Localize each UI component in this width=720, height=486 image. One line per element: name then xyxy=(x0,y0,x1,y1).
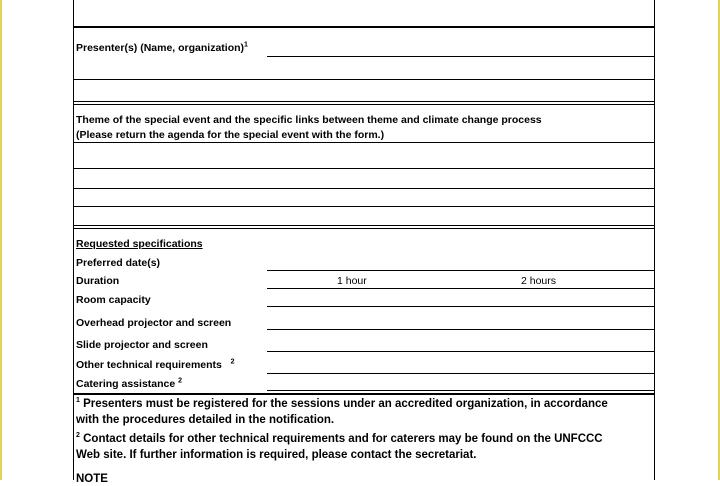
theme-row-line[interactable] xyxy=(73,142,655,143)
slide-projector-field[interactable] xyxy=(267,351,655,352)
overhead-projector-label: Overhead projector and screen xyxy=(76,317,232,329)
theme-row-line[interactable] xyxy=(73,168,655,169)
duration-option-1-hour[interactable]: 1 hour xyxy=(337,275,367,287)
divider xyxy=(73,393,655,395)
room-capacity-field[interactable] xyxy=(267,306,655,307)
theme-label: Theme of the special event and the specific links between theme and climate change process xyxy=(76,114,542,126)
preferred-dates-label: Preferred date(s) xyxy=(76,257,161,269)
duration-field[interactable] xyxy=(267,288,655,289)
left-edge-accent xyxy=(0,0,2,480)
specs-heading: Requested specifications xyxy=(76,238,203,250)
divider xyxy=(73,225,655,229)
catering-field[interactable] xyxy=(267,390,655,391)
overhead-projector-field[interactable] xyxy=(267,329,655,330)
slide-projector-label: Slide projector and screen xyxy=(76,339,208,351)
preferred-dates-field[interactable] xyxy=(267,270,655,271)
room-capacity-label: Room capacity xyxy=(76,294,151,306)
divider xyxy=(73,101,655,105)
theme-row-line[interactable] xyxy=(73,206,655,207)
divider xyxy=(73,26,655,28)
theme-row-line[interactable] xyxy=(73,188,655,189)
catering-label: Catering assistance $^2$ xyxy=(76,377,183,390)
other-technical-field[interactable] xyxy=(267,373,655,374)
footnote-2: $^2$ Contact details for other technical requirements and for caterers may be found on the UNFCCC xyxy=(76,432,603,445)
other-technical-label: Other technical requirements $^2$ xyxy=(76,358,235,371)
note-heading-cut: NOTE xyxy=(76,473,108,485)
duration-option-2-hours[interactable]: 2 hours xyxy=(521,275,557,287)
presenters-label: Presenter(s) (Name, organization)$^1$ xyxy=(76,41,248,54)
theme-instructions: (Please return the agenda for the special event with the form.) xyxy=(76,129,385,141)
footnote-1: $^1$ Presenters must be registered for the sessions under an accredited organization, in accordance xyxy=(76,397,608,410)
presenters-field[interactable] xyxy=(267,56,655,57)
footnote-2-cont: Web site. If further information is required, please contact the secretariat. xyxy=(76,449,477,461)
footnote-1-cont: with the procedures detailed in the notification. xyxy=(76,414,335,426)
presenters-row-line[interactable] xyxy=(73,79,655,80)
duration-label: Duration xyxy=(76,275,120,287)
